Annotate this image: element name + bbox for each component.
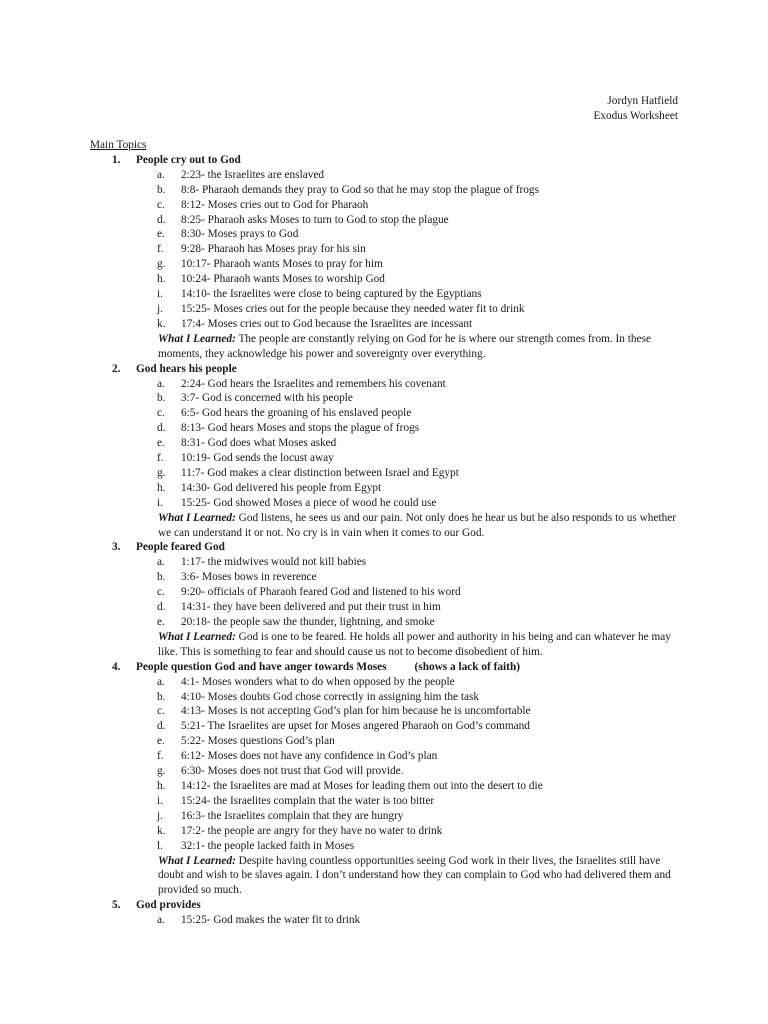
topic-heading (90, 660, 680, 675)
verse-item (90, 377, 680, 392)
verse-text: 32:1- the people lacked faith in Moses (181, 839, 355, 852)
topic-title: People feared God (136, 541, 225, 554)
topic-title: People question God and have anger towards Moses (136, 660, 387, 673)
topic-section (90, 660, 680, 899)
verse-text: 4:13- Moses is not accepting God’s plan for him because he is uncomfortable (181, 705, 531, 718)
topic-title: God provides (136, 899, 201, 912)
verse-item (90, 570, 680, 585)
verse-item (90, 272, 680, 287)
learned-label: What I Learned: (158, 332, 236, 345)
verse-text: 9:20- officials of Pharaoh feared God and listened to his word (181, 586, 461, 599)
verse-letter: g. (157, 765, 166, 778)
verse-item (90, 615, 680, 630)
verse-text: 17:2- the people are angry for they have no water to drink (181, 824, 443, 837)
verse-item (90, 242, 680, 257)
verse-item (90, 690, 680, 705)
document-body (90, 138, 680, 928)
verse-letter: c. (157, 586, 165, 599)
topic-section (90, 540, 680, 659)
verse-letter: e. (157, 228, 165, 241)
verse-item (90, 213, 680, 228)
verse-list (90, 913, 680, 928)
verse-item (90, 704, 680, 719)
verse-item (90, 227, 680, 242)
verse-letter: h. (157, 273, 166, 286)
verse-text: 8:31- God does what Moses asked (181, 437, 337, 450)
topic-heading (90, 898, 680, 913)
topic-title: People cry out to God (136, 153, 241, 166)
verse-letter: f. (157, 452, 164, 465)
verse-item (90, 436, 680, 451)
main-topics-heading: Main Topics (90, 139, 147, 151)
verse-list (90, 555, 680, 630)
verse-letter: e. (157, 437, 165, 450)
learned-text: The people are constantly relying on God for he is where our strength comes from. In these moments, they acknowledge his power and sovereignty over everything. (158, 332, 651, 360)
verse-text: 9:28- Pharaoh has Moses pray for his sin (181, 243, 366, 256)
verse-text: 16:3- the Israelites complain that they are hungry (181, 809, 404, 822)
verse-item (90, 496, 680, 511)
verse-letter: j. (157, 809, 163, 822)
verse-item (90, 839, 680, 854)
verse-letter: a. (157, 168, 165, 181)
verse-letter: h. (157, 481, 166, 494)
verse-text: 14:31- they have been delivered and put their trust in him (181, 601, 441, 614)
learned-text: God is one to be feared. He holds all power and authority in his being and can whatever he may like. This is something to fear and should cause us not to become disobedient of him. (158, 630, 671, 658)
verse-text: 14:12- the Israelites are mad at Moses for leading them out into the desert to die (181, 779, 543, 792)
verse-item (90, 913, 680, 928)
verse-letter: d. (157, 422, 166, 435)
verse-item (90, 734, 680, 749)
verse-text: 15:25- God makes the water fit to drink (181, 914, 361, 927)
verse-text: 8:25- Pharaoh asks Moses to turn to God to stop the plague (181, 213, 449, 226)
verse-text: 6:5- God hears the groaning of his enslaved people (181, 407, 412, 420)
verse-item (90, 585, 680, 600)
verse-item (90, 481, 680, 496)
verse-item (90, 600, 680, 615)
what-i-learned (90, 630, 680, 660)
verse-letter: e. (157, 616, 165, 628)
verse-letter: c. (157, 705, 165, 718)
author-name: Jordyn Hatfield (607, 95, 678, 107)
verse-text: 15:24- the Israelites complain that the water is too bitter (181, 794, 435, 807)
verse-letter: h. (157, 779, 166, 792)
document-header (593, 94, 678, 124)
verse-text: 8:13- God hears Moses and stops the plague of frogs (181, 422, 420, 435)
verse-text: 1:17- the midwives would not kill babies (181, 556, 367, 569)
what-i-learned (90, 854, 680, 899)
topic-heading (90, 540, 680, 555)
verse-item (90, 421, 680, 436)
verse-item (90, 794, 680, 809)
verse-item (90, 302, 680, 317)
learned-text: Despite having countless opportunities seeing God work in their lives, the Israelites still have doubt and wish to be slaves again. I don’t understand how they can complain to God who had delivered them and provided so much. (158, 854, 671, 897)
verse-item (90, 779, 680, 794)
learned-text: God listens, he sees us and our pain. Not only does he hear us but he also responds to us whether we can understand it or not. No cry is in vain when it comes to our God. (158, 511, 677, 539)
verse-text: 11:7- God makes a clear distinction between Israel and Egypt (181, 466, 459, 479)
verse-text: 3:7- God is concerned with his people (181, 392, 353, 405)
verse-letter: g. (157, 258, 166, 271)
topic-number: 2. (112, 362, 121, 375)
verse-item (90, 168, 680, 183)
verse-text: 10:24- Pharaoh wants Moses to worship God (181, 273, 385, 286)
topic-number: 3. (112, 541, 121, 554)
verse-item (90, 809, 680, 824)
verse-text: 4:1- Moses wonders what to do when opposed by the people (181, 675, 455, 688)
verse-text: 10:19- God sends the locust away (181, 452, 334, 465)
verse-item (90, 719, 680, 734)
verse-item (90, 406, 680, 421)
verse-item (90, 198, 680, 213)
verse-item (90, 257, 680, 272)
verse-item (90, 764, 680, 779)
verse-letter: l. (157, 839, 163, 852)
topic-number: 4. (112, 660, 121, 673)
topic-heading (90, 362, 680, 377)
verse-item (90, 466, 680, 481)
topic-number: 1. (112, 153, 121, 166)
verse-letter: f. (157, 243, 164, 256)
verse-letter: b. (157, 183, 166, 196)
verse-text: 6:12- Moses does not have any confidence in God’s plan (181, 750, 438, 763)
verse-letter: d. (157, 213, 166, 226)
verse-item (90, 183, 680, 198)
verse-letter: b. (157, 571, 166, 584)
verse-letter: f. (157, 750, 164, 763)
verse-letter: c. (157, 407, 165, 420)
what-i-learned (90, 332, 680, 362)
verse-text: 20:18- the people saw the thunder, lightning, and smoke (181, 616, 435, 628)
verse-item (90, 824, 680, 839)
topic-section (90, 362, 680, 541)
verse-letter: i. (157, 496, 163, 509)
verse-letter: c. (157, 198, 165, 211)
verse-item (90, 749, 680, 764)
verse-letter: b. (157, 690, 166, 703)
verse-text: 14:10- the Israelites were close to being captured by the Egyptians (181, 288, 482, 301)
verse-text: 10:17- Pharaoh wants Moses to pray for him (181, 258, 383, 271)
verse-letter: k. (157, 317, 166, 330)
what-i-learned (90, 511, 680, 541)
topic-heading (90, 153, 680, 168)
verse-text: 4:10- Moses doubts God chose correctly in assigning him the task (181, 690, 480, 703)
verse-letter: i. (157, 288, 163, 301)
verse-text: 15:25- God showed Moses a piece of wood he could use (181, 496, 437, 509)
topic-section (90, 898, 680, 928)
topics-list (90, 153, 680, 928)
verse-letter: g. (157, 466, 166, 479)
verse-text: 5:22- Moses questions God’s plan (181, 735, 335, 748)
verse-item (90, 317, 680, 332)
verse-item (90, 287, 680, 302)
verse-letter: a. (157, 556, 165, 569)
topic-number: 5. (112, 899, 121, 912)
topic-section (90, 153, 680, 362)
verse-letter: k. (157, 824, 166, 837)
learned-label: What I Learned: (158, 854, 236, 867)
verse-text: 6:30- Moses does not trust that God will provide. (181, 765, 404, 778)
verse-letter: i. (157, 794, 163, 807)
verse-text: 3:6- Moses bows in reverence (181, 571, 317, 584)
verse-list (90, 377, 680, 511)
verse-letter: d. (157, 720, 166, 733)
verse-item (90, 555, 680, 570)
verse-text: 15:25- Moses cries out for the people because they needed water fit to drink (181, 302, 525, 315)
topic-note: (shows a lack of faith) (414, 660, 520, 673)
verse-item (90, 451, 680, 466)
document-title: Exodus Worksheet (593, 109, 678, 122)
verse-text: 2:24- God hears the Israelites and remembers his covenant (181, 377, 446, 390)
verse-text: 17:4- Moses cries out to God because the Israelites are incessant (181, 317, 473, 330)
verse-letter: d. (157, 601, 166, 614)
verse-letter: a. (157, 675, 165, 688)
learned-label: What I Learned: (158, 511, 236, 524)
verse-list (90, 675, 680, 854)
learned-label: What I Learned: (158, 630, 236, 643)
verse-text: 14:30- God delivered his people from Egypt (181, 481, 382, 494)
verse-text: 8:12- Moses cries out to God for Pharaoh (181, 198, 369, 211)
verse-list (90, 168, 680, 332)
verse-letter: a. (157, 914, 165, 927)
verse-text: 8:30- Moses prays to God (181, 228, 299, 241)
verse-letter: j. (157, 302, 163, 315)
verse-text: 5:21- The Israelites are upset for Moses angered Pharaoh on God’s command (181, 720, 530, 733)
verse-text: 8:8- Pharaoh demands they pray to God so that he may stop the plague of frogs (181, 183, 539, 196)
verse-letter: e. (157, 735, 165, 748)
topic-title: God hears his people (136, 362, 237, 375)
verse-letter: a. (157, 377, 165, 390)
verse-text: 2:23- the Israelites are enslaved (181, 168, 325, 181)
verse-item (90, 675, 680, 690)
verse-letter: b. (157, 392, 166, 405)
verse-item (90, 391, 680, 406)
